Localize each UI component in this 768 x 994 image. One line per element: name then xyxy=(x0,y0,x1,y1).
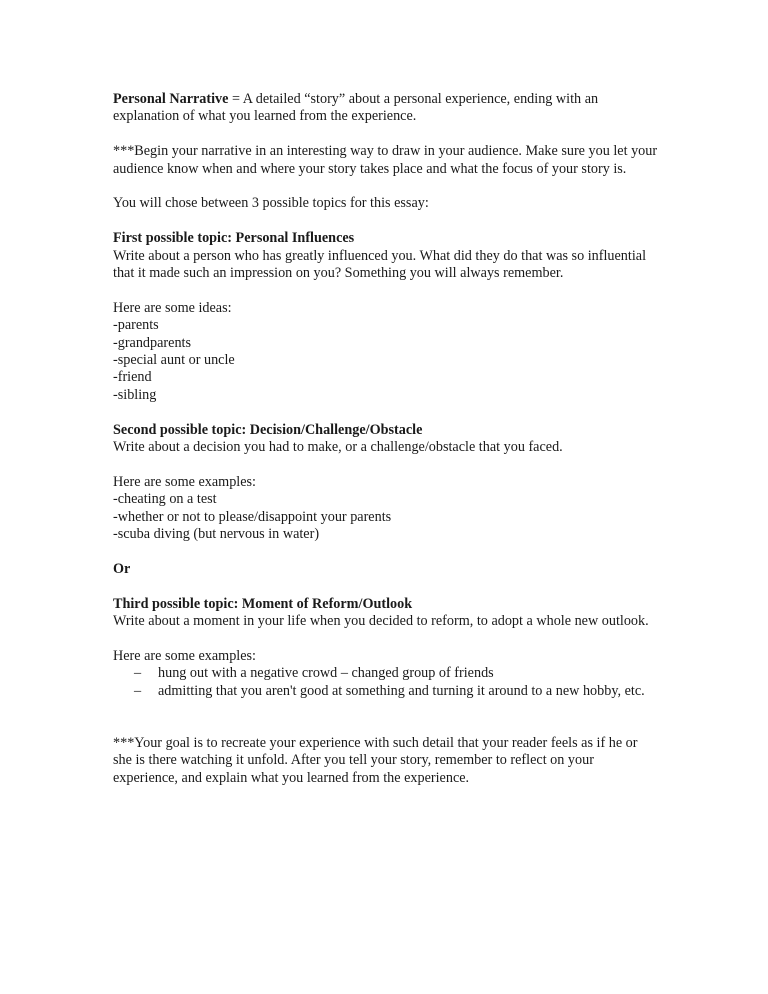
topic2-heading: Second possible topic: Decision/Challenge/Obstacle xyxy=(113,421,423,438)
choose-text: You will chose between 3 possible topics for this essay: xyxy=(113,195,429,212)
topic1-heading: First possible topic: Personal Influences xyxy=(113,230,355,247)
idea-item: -grandparents xyxy=(113,334,191,351)
intro-paragraph xyxy=(113,91,658,126)
example-item xyxy=(113,665,658,682)
example-text: admitting that you aren't good at something and turning it around to a new hobby, etc. xyxy=(158,682,645,699)
dash-bullet: – xyxy=(134,682,142,699)
document-body xyxy=(113,91,658,787)
intro-term: Personal Narrative xyxy=(113,91,229,107)
idea-item: -sibling xyxy=(113,386,157,403)
example-text: hung out with a negative crowd – changed group of friends xyxy=(158,665,494,682)
topic3-heading: Third possible topic: Moment of Reform/Outlook xyxy=(113,595,413,612)
example-item: -scuba diving (but nervous in water) xyxy=(113,526,320,543)
idea-item: -friend xyxy=(113,369,152,386)
topic2-examples xyxy=(113,474,658,544)
topic1-ideas-label: Here are some ideas: xyxy=(113,299,232,316)
opening-tip: ***Begin your narrative in an interesting way to draw in your audience. Make sure you let your audience know when and where your story takes place and what the focus of your story is. xyxy=(113,143,658,177)
topic1-section xyxy=(113,230,658,282)
topic3-examples-label: Here are some examples: xyxy=(113,647,256,664)
topic2-section xyxy=(113,422,658,457)
idea-item: -parents xyxy=(113,317,159,334)
goal-paragraph: ***Your goal is to recreate your experience with such detail that your reader feels as if he or she is there watching it unfold. After you tell your story, remember to reflect on your experience, and explain what you learned from the experience. xyxy=(113,734,638,786)
topic1-ideas xyxy=(113,300,658,404)
example-item: -cheating on a test xyxy=(113,491,217,508)
example-item: -whether or not to please/disappoint your parents xyxy=(113,508,392,525)
topic2-description: Write about a decision you had to make, or a challenge/obstacle that you faced. xyxy=(113,439,563,456)
example-item xyxy=(113,683,658,700)
or-label: Or xyxy=(113,560,131,577)
idea-item: -special aunt or uncle xyxy=(113,352,235,369)
topic3-examples xyxy=(113,648,658,700)
topic3-section xyxy=(113,596,658,631)
topic1-description: Write about a person who has greatly influenced you. What did they do that was so influential that it made such an impression on you? Something you will always remember. xyxy=(113,247,647,282)
dash-bullet: – xyxy=(134,665,142,682)
topic3-example-list xyxy=(113,665,658,700)
intro-definition: = A detailed “story” about a personal experience, ending with an explanation of what you learned from the experience. xyxy=(113,91,599,125)
topic3-description: Write about a moment in your life when you decided to reform, to adopt a whole new outlook. xyxy=(113,613,649,630)
topic2-examples-label: Here are some examples: xyxy=(113,473,256,490)
